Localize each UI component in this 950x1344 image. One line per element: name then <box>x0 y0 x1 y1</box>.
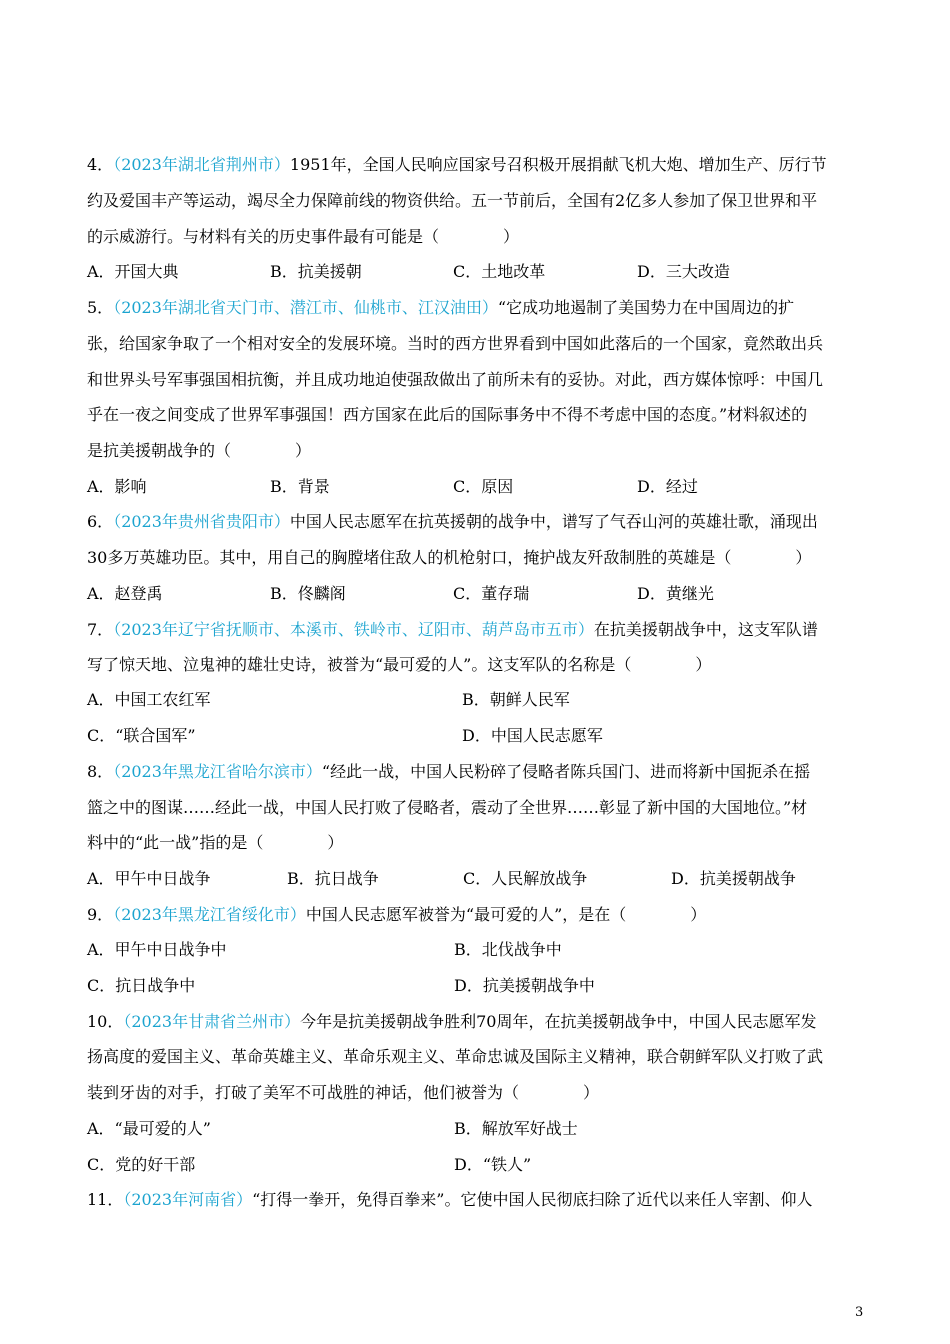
q4-option-b: B．抗美援朝 <box>270 262 362 281</box>
q10-number: 10． <box>87 1012 124 1031</box>
q8-line-2: 篮之中的图谋……经此一战，中国人民打败了侵略者，震动了全世界……彰显了新中国的大国地位。”材 <box>87 798 808 817</box>
q4-source: （2023年湖北省荆州市） <box>113 155 290 174</box>
q11-line-1 <box>87 1190 812 1210</box>
q10-option-d: D．“铁人” <box>454 1155 532 1174</box>
q6-number: 6． <box>87 512 114 531</box>
q4-option-d: D．三大改造 <box>637 262 730 281</box>
q7-text-1: 在抗美援朝战争中，这支军队谱 <box>593 620 818 639</box>
q8-text-1: “经此一战，中国人民粉碎了侵略者陈兵国门、进而将新中国扼杀在摇 <box>321 762 811 781</box>
q9-source: （2023年黑龙江省绥化市） <box>113 905 306 924</box>
q5-line-3: 和世界头号军事强国相抗衡，并且成功地迫使强敌做出了前所未有的妥协。对此，西方媒体惊呼：中国几 <box>87 370 824 389</box>
q10-line-2: 扬高度的爱国主义、革命英雄主义、革命乐观主义、革命忠诚及国际主义精神，联合朝鲜军队义打败了武 <box>87 1047 824 1066</box>
q10-source: （2023年甘肃省兰州市） <box>123 1012 301 1031</box>
q10-text-1: 今年是抗美援朝战争胜利70周年，在抗美援朝战争中，中国人民志愿军发 <box>300 1012 817 1031</box>
q8-option-c: C．人民解放战争 <box>463 869 588 888</box>
q6-line-1 <box>87 512 818 532</box>
q5-text-1: “它成功地遏制了美国势力在中国周边的扩 <box>497 298 795 317</box>
q5-line-4: 乎在一夜之间变成了世界军事强国！西方国家在此后的国际事务中不得不考虑中国的态度。”材料叙述的 <box>87 405 808 424</box>
page-number: 3 <box>855 1305 864 1320</box>
q7-line-1 <box>87 620 818 640</box>
q6-text-1: 中国人民志愿军在抗英援朝的战争中，谱写了气吞山河的英雄壮歌，涌现出 <box>289 512 818 531</box>
q11-text-1: “打得一拳开，免得百拳来”。它使中国人民彻底扫除了近代以来任人宰割、仰人 <box>252 1190 813 1209</box>
q4-number: 4． <box>87 155 114 174</box>
q4-line-2: 约及爱国丰产等运动，竭尽全力保障前线的物资供给。五一节前后，全国有2亿多人参加了保卫世界和平 <box>87 191 818 210</box>
q5-source: （2023年湖北省天门市、潜江市、仙桃市、江汉油田） <box>113 298 498 317</box>
q7-source: （2023年辽宁省抚顺市、本溪市、铁岭市、辽阳市、葫芦岛市五市） <box>113 620 594 639</box>
q10-option-b: B．解放军好战士 <box>454 1119 578 1138</box>
q9-number: 9． <box>87 905 114 924</box>
q6-option-a: A．赵登禹 <box>87 584 163 603</box>
q7-option-d: D．中国人民志愿军 <box>462 726 603 745</box>
q10-line-1 <box>87 1012 816 1032</box>
q9-option-a: A．甲午中日战争中 <box>87 940 227 959</box>
q5-option-a: A．影响 <box>87 477 147 496</box>
q6-source: （2023年贵州省贵阳市） <box>113 512 290 531</box>
q5-number: 5． <box>87 298 114 317</box>
q7-option-a: A．中国工农红军 <box>87 690 211 709</box>
q4-line-3: 的示威游行。与材料有关的历史事件最有可能是（ ） <box>87 227 520 246</box>
q4-text-1: 1951年，全国人民响应国家号召积极开展捐献飞机大炮、增加生产、厉行节 <box>289 155 827 174</box>
q7-number: 7． <box>87 620 114 639</box>
q5-option-b: B．背景 <box>270 477 330 496</box>
q8-option-a: A．甲午中日战争 <box>87 869 211 888</box>
q7-line-2: 写了惊天地、泣鬼神的雄壮史诗，被誉为“最可爱的人”。这支军队的名称是（ ） <box>87 655 712 674</box>
q5-line-1 <box>87 298 794 318</box>
q9-option-d: D．抗美援朝战争中 <box>454 976 595 995</box>
q5-line-5: 是抗美援朝战争的（ ） <box>87 441 312 460</box>
q6-line-2: 30多万英雄功臣。其中，用自己的胸膛堵住敌人的机枪射口，掩护战友歼敌制胜的英雄是（ ） <box>87 548 812 567</box>
q5-option-d: D．经过 <box>637 477 698 496</box>
q8-line-1 <box>87 762 810 782</box>
q8-option-b: B．抗日战争 <box>287 869 379 888</box>
q9-option-b: B．北伐战争中 <box>454 940 562 959</box>
q5-option-c: C．原因 <box>453 477 514 496</box>
q9-line-1 <box>87 905 706 925</box>
q8-option-d: D．抗美援朝战争 <box>671 869 796 888</box>
q8-line-3: 料中的“此一战”指的是（ ） <box>87 833 344 852</box>
q8-source: （2023年黑龙江省哈尔滨市） <box>113 762 322 781</box>
q7-option-c: C．“联合国军” <box>87 726 196 745</box>
q11-source: （2023年河南省） <box>123 1190 253 1209</box>
q9-text-1: 中国人民志愿军被誉为“最可爱的人”，是在（ ） <box>305 905 707 924</box>
q6-option-c: C．董存瑞 <box>453 584 530 603</box>
q10-line-3: 装到牙齿的对手，打破了美军不可战胜的神话，他们被誉为（ ） <box>87 1083 600 1102</box>
q10-option-a: A．“最可爱的人” <box>87 1119 211 1138</box>
q8-number: 8． <box>87 762 114 781</box>
q7-option-b: B．朝鲜人民军 <box>462 690 570 709</box>
q6-option-b: B．佟麟阁 <box>270 584 346 603</box>
q11-number: 11． <box>87 1190 124 1209</box>
q4-option-c: C．土地改革 <box>453 262 546 281</box>
q4-option-a: A．开国大典 <box>87 262 179 281</box>
q4-line-1 <box>87 155 827 175</box>
q6-option-d: D．黄继光 <box>637 584 714 603</box>
q5-line-2: 张，给国家争取了一个相对安全的发展环境。当时的西方世界看到中国如此落后的一个国家，竟然敢出兵 <box>87 334 824 353</box>
q9-option-c: C．抗日战争中 <box>87 976 196 995</box>
q10-option-c: C．党的好干部 <box>87 1155 196 1174</box>
